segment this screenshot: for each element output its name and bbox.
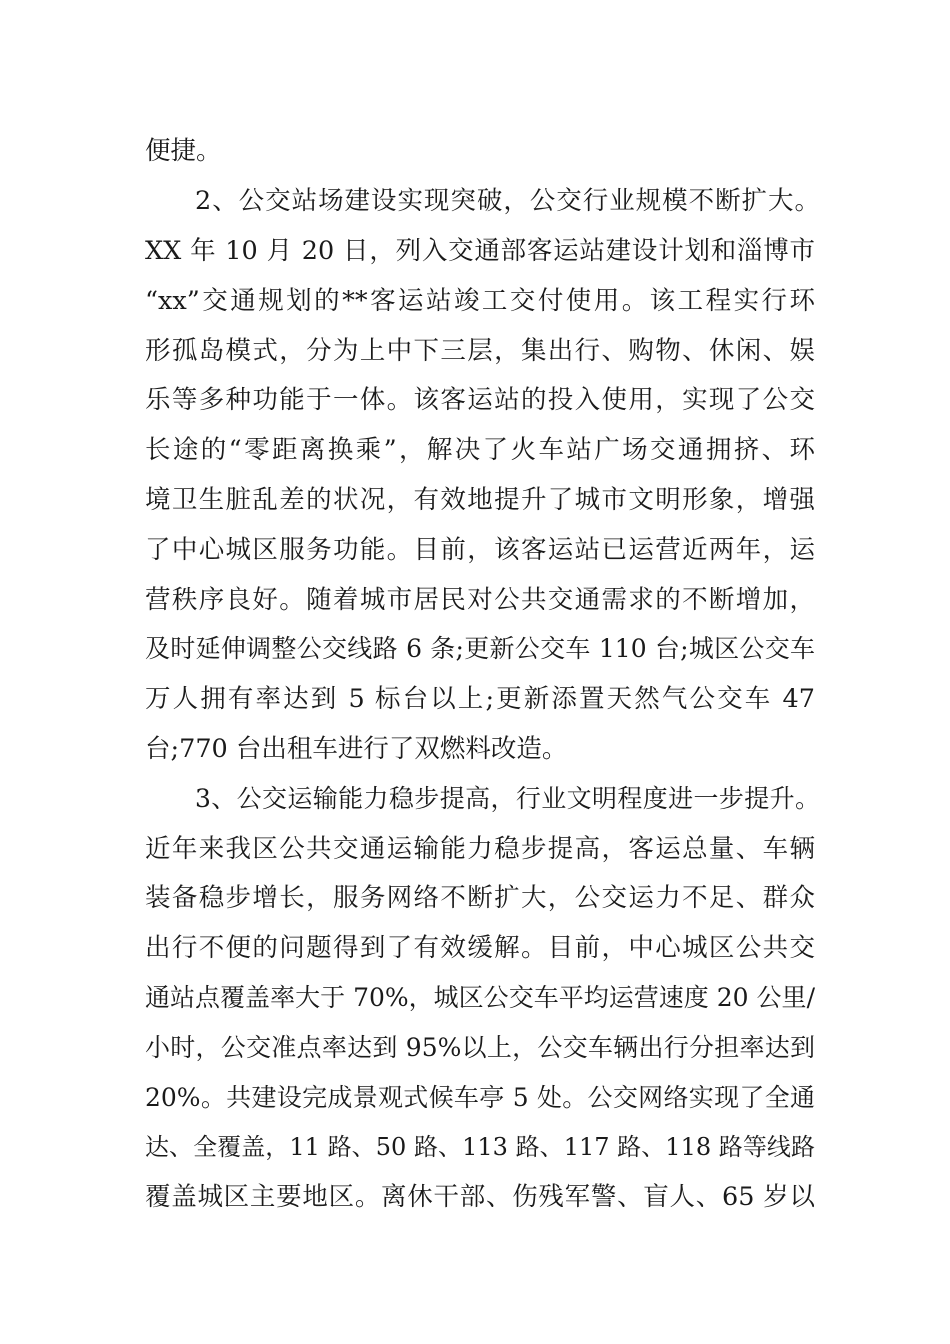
text-line-10: 营秩序良好。随着城市居民对公共交通需求的不断增加， xyxy=(145,585,815,615)
text-line-1: 便捷。 xyxy=(145,136,222,166)
text-line-2: 2、公交站场建设实现突破，公交行业规模不断扩大。 xyxy=(195,186,820,216)
text-line-11: 及时延伸调整公交线路 6 条;更新公交车 110 台;城区公交车 xyxy=(145,634,815,663)
text-line-12: 万人拥有率达到 5 标台以上;更新添置天然气公交车 47 xyxy=(145,684,815,714)
text-line-15: 近年来我区公共交通运输能力稳步提高，客运总量、车辆 xyxy=(145,834,815,864)
text-line-7: 长途的“零距离换乘”，解决了火车站广场交通拥挤、环 xyxy=(145,435,815,465)
text-line-4: “xx”交通规划的**客运站竣工交付使用。该工程实行环 xyxy=(145,286,815,316)
text-line-9: 了中心城区服务功能。目前，该客运站已运营近两年，运 xyxy=(145,535,815,565)
text-line-8: 境卫生脏乱差的状况，有效地提升了城市文明形象，增强 xyxy=(145,485,815,515)
text-line-16: 装备稳步增长，服务网络不断扩大，公交运力不足、群众 xyxy=(145,883,815,913)
text-line-6: 乐等多种功能于一体。该客运站的投入使用，实现了公交 xyxy=(145,385,815,415)
text-line-20: 20%。共建设完成景观式候车亭 5 处。公交网络实现了全通 xyxy=(145,1083,815,1112)
text-line-17: 出行不便的问题得到了有效缓解。目前，中心城区公共交 xyxy=(145,933,815,963)
text-line-19: 小时，公交准点率达到 95%以上，公交车辆出行分担率达到 xyxy=(145,1033,815,1062)
text-line-18: 通站点覆盖率大于 70%，城区公交车平均运营速度 20 公里/ xyxy=(145,983,815,1012)
text-line-22: 覆盖城区主要地区。离休干部、伤残军警、盲人、65 岁以 xyxy=(145,1182,815,1212)
text-line-14: 3、公交运输能力稳步提高，行业文明程度进一步提升。 xyxy=(195,784,820,813)
text-line-13: 台;770 台出租车进行了双燃料改造。 xyxy=(145,734,568,764)
text-line-3: XX 年 10 月 20 日，列入交通部客运站建设计划和淄博市 xyxy=(145,236,815,266)
text-line-5: 形孤岛模式，分为上中下三层，集出行、购物、休闲、娱 xyxy=(145,336,815,366)
text-line-21: 达、全覆盖，11 路、50 路、113 路、117 路、118 路等线路 xyxy=(145,1133,815,1161)
